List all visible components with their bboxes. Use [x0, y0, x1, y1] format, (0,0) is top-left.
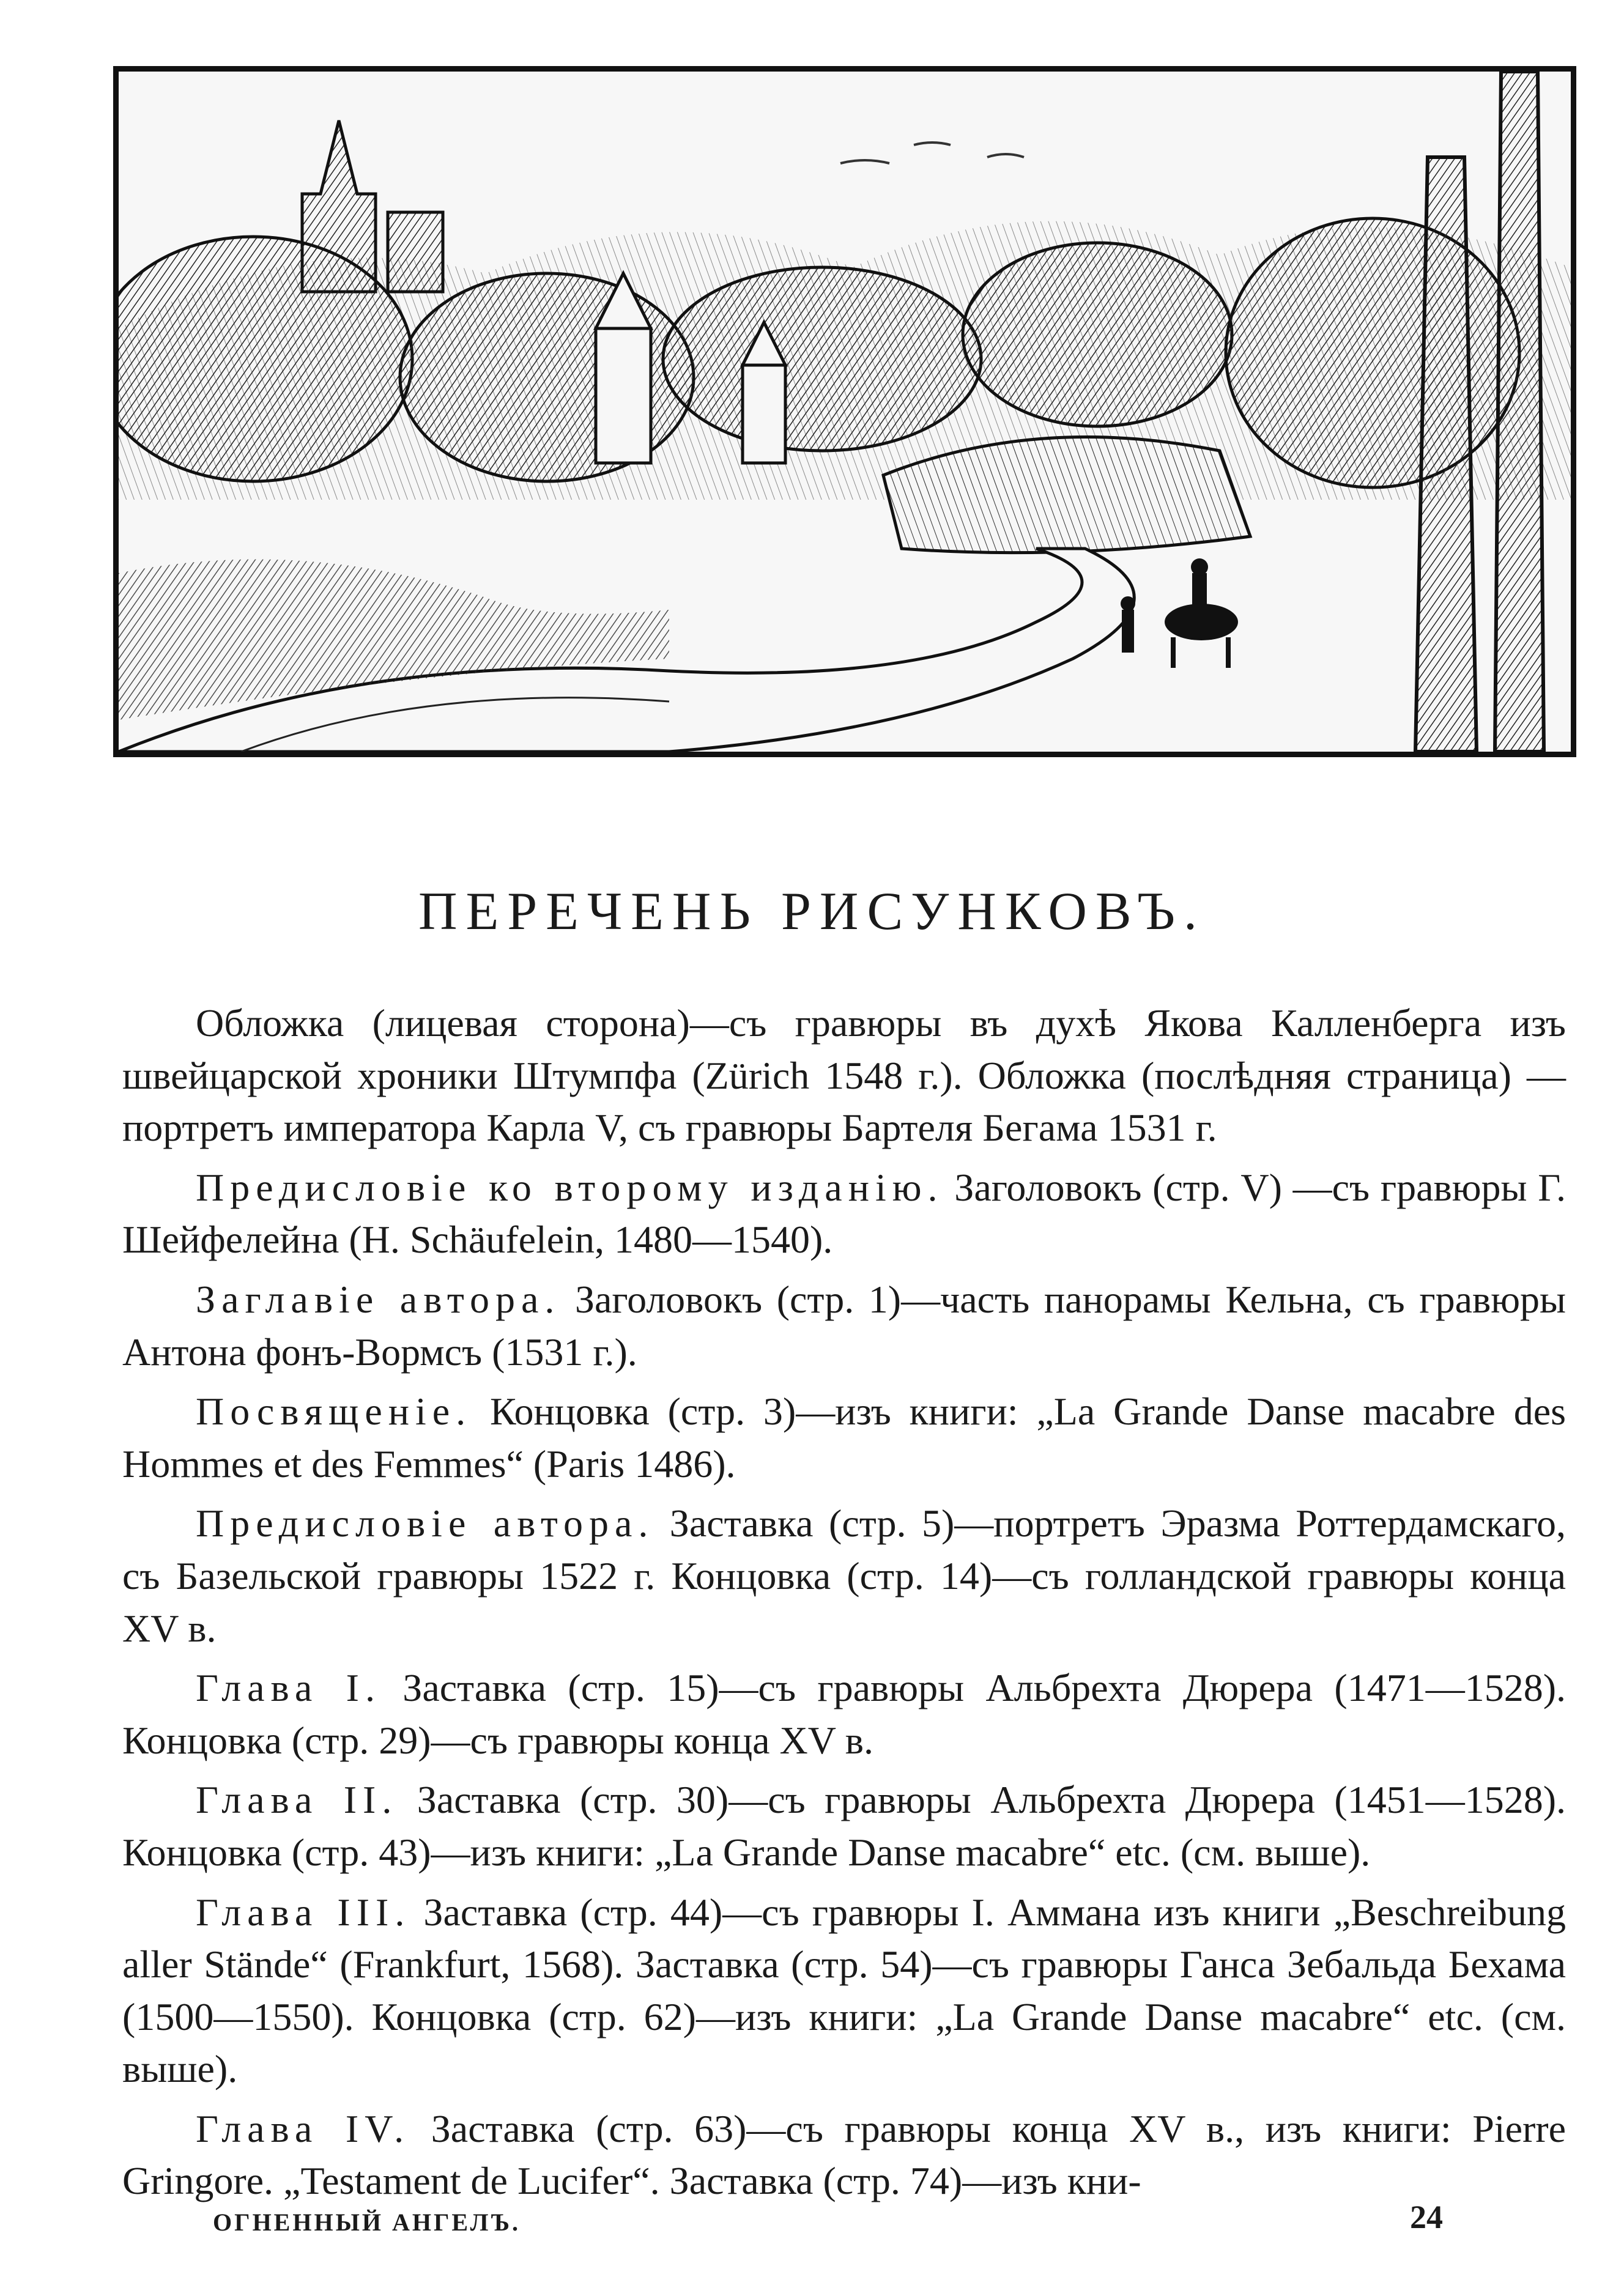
entry-heading: Предисловіе ко второму изданію.: [196, 1165, 944, 1209]
entry-heading: Глава IV.: [196, 2106, 410, 2150]
list-item: [122, 997, 1566, 1154]
list-item: [122, 1774, 1566, 1878]
entry-heading: Глава II.: [196, 1778, 398, 1822]
list-item: [122, 1273, 1566, 1378]
running-footer-title: ОГНЕННЫЙ АНГЕЛЪ.: [213, 2209, 521, 2236]
landscape-engraving-icon: [119, 72, 1571, 752]
list-item: [122, 1662, 1566, 1766]
entry-text: Заставка (стр. 5)—портретъ Эразма Роттердамскаго, съ Базельской гравюры 1522 г. Концовка (стр. 14)—съ голландской гравюры конца XV в.: [122, 1501, 1567, 1650]
entry-heading: Посвященіе.: [196, 1390, 472, 1434]
list-item: [122, 2103, 1566, 2207]
entry-heading: Глава I.: [196, 1666, 381, 1710]
entry-text: Заголовокъ (стр. 1)—часть панорамы Кельна, съ гравюры Антона фонъ-Вормсъ (1531 г.).: [122, 1277, 1567, 1374]
page-title: ПЕРЕЧЕНЬ РИСУНКОВЪ.: [418, 882, 1206, 941]
list-item: [122, 1497, 1566, 1654]
list-item: [122, 1161, 1566, 1266]
engraving-illustration: [113, 66, 1576, 757]
entry-text: Заставка (стр. 15)—съ гравюры Альбрехта Дюрера (1471—1528). Концовка (стр. 29)—съ гравюры конца XV в.: [122, 1666, 1567, 1762]
entry-text: Заголовокъ (стр. V) —съ гравюры Г. Шейфелейна (H. Schäufelein, 1480—1540).: [122, 1165, 1567, 1262]
entry-heading: Заглавіе автора.: [196, 1277, 561, 1321]
illustrations-list: [122, 997, 1566, 2215]
entry-heading: Глава III.: [196, 1890, 411, 1934]
entry-heading: Предисловіе автора.: [196, 1501, 654, 1546]
signature-mark: 24: [1410, 2199, 1443, 2235]
list-item: [122, 1886, 1566, 2095]
entry-text: Заставка (стр. 63)—съ гравюры конца XV в., изъ книги: Pierre Gringore. „Testament de Lucifer“. Заставка (стр. 74)—изъ кни-: [122, 2106, 1566, 2203]
entry-text: Заставка (стр. 44)—съ гравюры I. Аммана изъ книги „Beschreibung aller Stände“ (Frankfurt, 1568). Заставка (стр. 54)—съ гравюры Ганса Зебальда Бехама (1500—1550). Концовка (стр. 62)—изъ книги: „La Grande Danse macabre“ etc. (см. выше).: [122, 1890, 1567, 2091]
entry-text: Заставка (стр. 30)—съ гравюры Альбрехта Дюрера (1451—1528). Концовка (стр. 43)—изъ книги: „La Grande Danse macabre“ etc. (см. выше).: [122, 1778, 1566, 1874]
entry-text: Концовка (стр. 3)—изъ книги: „La Grande Danse macabre des Hommes et des Femmes“ (Paris 1486).: [122, 1390, 1566, 1486]
list-item: [122, 1385, 1566, 1490]
entry-text: Обложка (лицевая сторона)—съ гравюры въ духѣ Якова Калленберга изъ швейцарской хроники Штумпфа (Zürich 1548 г.). Обложка (послѣдняя страница) — портретъ императора Карла V, съ гравюры Бартеля Бегама 1531 г.: [122, 1001, 1566, 1150]
